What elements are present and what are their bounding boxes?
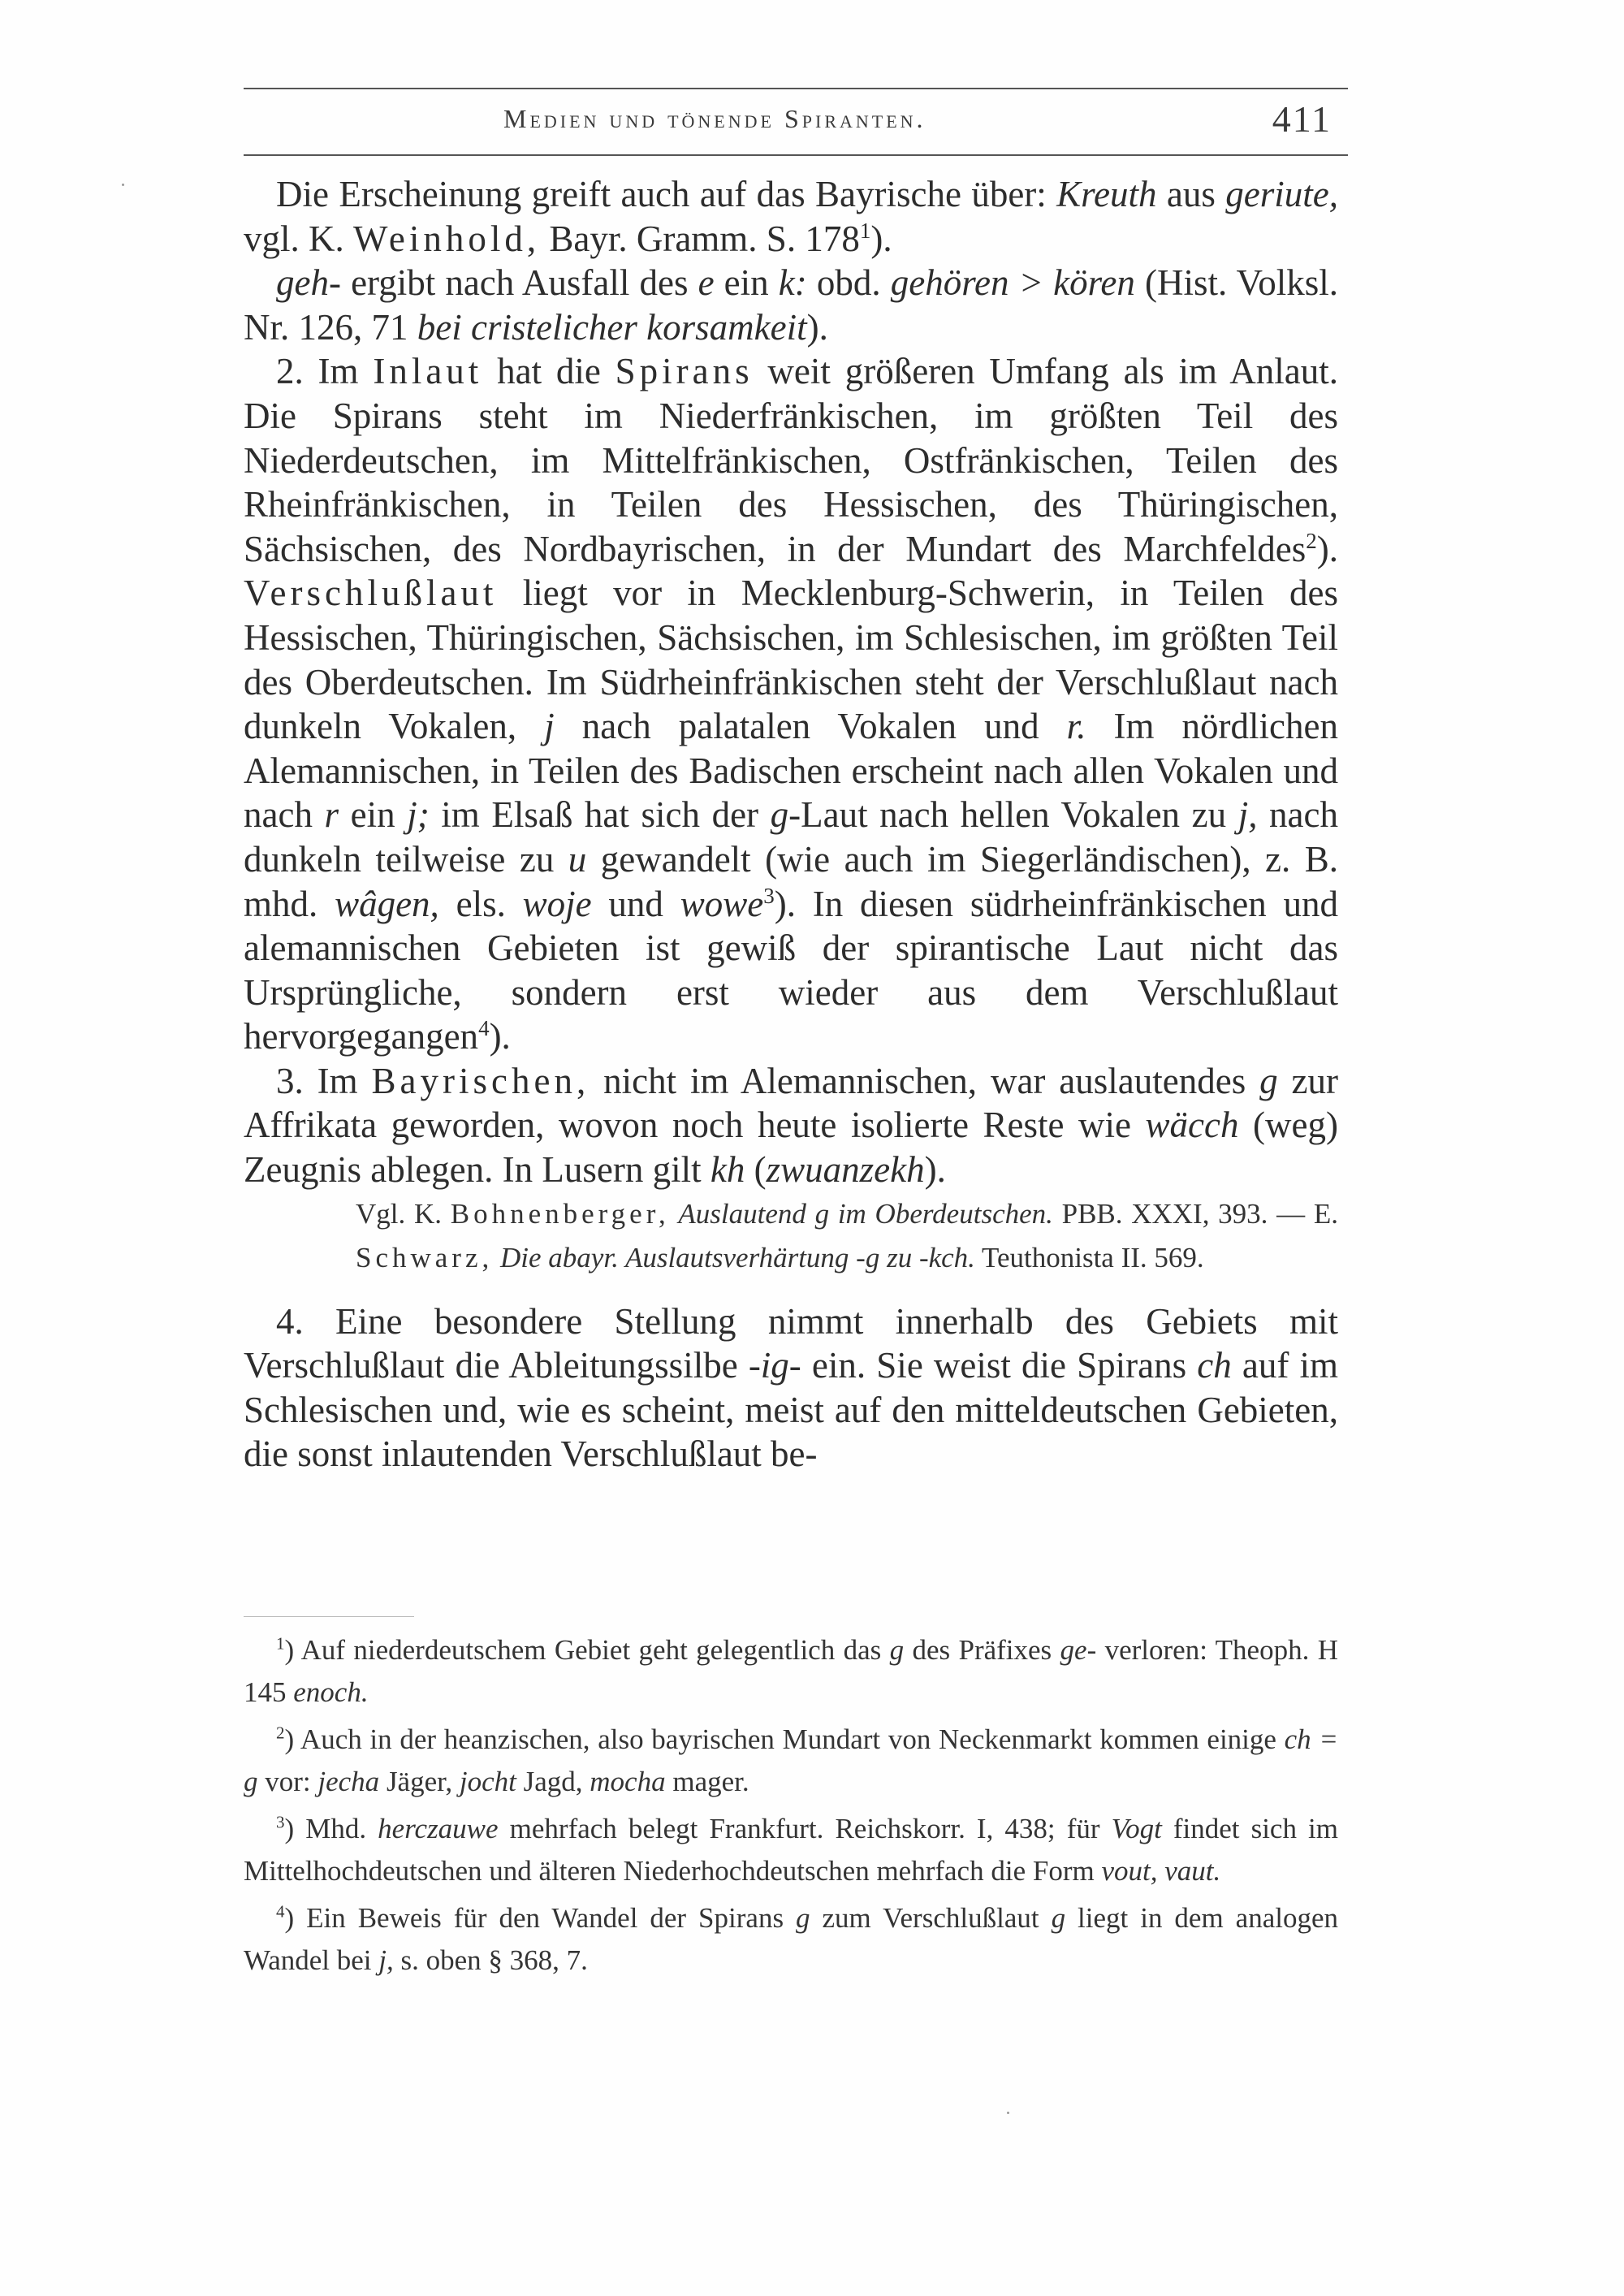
- text-run: enoch.: [293, 1676, 369, 1708]
- literature-note: [244, 1192, 1338, 1280]
- footnote-mark: 4: [276, 1901, 285, 1922]
- footnote-separator: [244, 1616, 414, 1617]
- text-run: bei cristelicher korsamkeit: [417, 306, 807, 348]
- text-run: ). In diesen südrheinfränkischen und alemannischen Gebieten ist gewiß der spirantische Laut nicht das Ursprüngliche, sondern erst wieder aus dem Verschlußlaut hervorgegangen: [244, 883, 1338, 1057]
- text-run: verloren: Theoph. H 145: [244, 1634, 1338, 1708]
- spaced-term: Verschlußlaut: [244, 573, 498, 614]
- text-run: ) Auch in der heanzischen, also bayrischen Mundart von Neckenmarkt kommen einige: [284, 1723, 1285, 1755]
- text-run: zum Verschlußlaut: [810, 1902, 1052, 1934]
- text-run: g: [796, 1902, 810, 1934]
- text-run: (weg) Zeugnis ablegen. In Lusern gilt: [244, 1105, 1338, 1191]
- text-run: els.: [438, 883, 523, 924]
- text-run: [493, 1242, 500, 1273]
- text-run: nach palatalen Vokalen und: [554, 706, 1067, 747]
- text-run: -Laut nach hellen Vokalen zu: [788, 794, 1238, 836]
- text-run: ein: [714, 262, 779, 304]
- text-run: liegt vor in Mecklenburg-Schwerin, in Teilen des Hessischen, Thüringischen, Sächsischen, im Schlesischen, im größten Teil des Oberdeutschen. Im Südrheinfränkischen steht der Verschlußlaut nach dunkeln Vokalen,: [244, 573, 1338, 747]
- text-run: woje: [522, 883, 592, 924]
- text-run: hat die: [482, 351, 615, 392]
- text-run: r: [324, 794, 339, 836]
- text-run: Jagd,: [516, 1766, 590, 1797]
- text-run: wäcch: [1145, 1105, 1239, 1146]
- text-run: PBB. XXXI, 393. — E.: [1052, 1197, 1338, 1230]
- text-run: ).: [806, 306, 828, 348]
- text-run: -ig-: [748, 1345, 801, 1386]
- footnote-ref: 3: [763, 883, 775, 908]
- author-name: Schwarz,: [356, 1241, 494, 1273]
- text-run: ) Ein Beweis für den Wandel der Spirans: [284, 1902, 797, 1934]
- text-run: Teuthonista II. 569.: [974, 1241, 1204, 1273]
- text-run: g: [889, 1634, 905, 1666]
- footnote-1: [244, 1629, 1338, 1714]
- text-run: vout, vaut.: [1101, 1855, 1221, 1887]
- text-run: 4. Eine besondere Stellung nimmt innerhalb des Gebiets mit Verschlußlaut die Ableitungssilbe: [244, 1300, 1338, 1386]
- running-header: [244, 97, 1348, 148]
- footnote-2: [244, 1719, 1338, 1803]
- work-title: Die abayr. Auslautsverhärtung -g zu -kch.: [500, 1241, 975, 1273]
- text-run: g: [1259, 1060, 1278, 1101]
- text-run: jocht: [459, 1766, 516, 1797]
- footnote-ref: 1: [859, 218, 871, 243]
- text-run: im Elsaß hat sich der: [429, 794, 771, 836]
- spaced-term: Spirans: [615, 351, 754, 392]
- text-run: ).: [924, 1149, 946, 1191]
- author-name: Bohnenberger,: [450, 1197, 670, 1230]
- text-run: mocha: [590, 1766, 666, 1797]
- paragraph-geh: [244, 261, 1338, 349]
- text-run: weit größeren Umfang als im Anlaut. Die Spirans steht im Niederfränkischen, im größten Teil des Niederdeutschen, im Mittelfränkischen, Ostfränkischen, Teilen des Rheinfränkischen, in Teilen des Hessischen, des Thüringischen, Sächsischen, des Nordbayrischen, in der Mundart des Marchfeldes: [244, 351, 1338, 569]
- text-run: Vgl. K.: [356, 1197, 451, 1230]
- text-run: Jäger,: [379, 1766, 460, 1797]
- text-run: ) Mhd.: [284, 1813, 378, 1844]
- text-run: obd.: [806, 262, 891, 304]
- text-run: vor:: [257, 1766, 318, 1797]
- footnote-ref: 2: [1306, 528, 1317, 553]
- text-run: ch: [1197, 1345, 1232, 1386]
- main-text: [244, 172, 1338, 1477]
- text-run: g: [1051, 1902, 1066, 1934]
- text-run: und: [591, 883, 680, 924]
- text-run: liegt in dem analogen Wandel bei: [244, 1902, 1338, 1976]
- text-run: auf im Schlesischen und, wie es scheint, meist auf den mitteldeutschen Gebieten, die sonst inlautenden Verschlußlaut be-: [244, 1345, 1338, 1475]
- text-run: mehrfach belegt Frankfurt. Reichskorr. I, 438; für: [498, 1813, 1112, 1844]
- text-run: s. oben § 368, 7.: [393, 1944, 588, 1976]
- header-rule-bottom: [244, 154, 1348, 156]
- text-run: ein. Sie weist die Spirans: [801, 1345, 1198, 1386]
- text-run: geh-: [276, 262, 341, 304]
- text-run: ).: [870, 218, 892, 259]
- text-run: g: [770, 794, 789, 836]
- footnotes: [244, 1629, 1338, 1987]
- footnote-mark: 1: [276, 1633, 285, 1654]
- text-run: 3. Im: [276, 1060, 372, 1101]
- scan-speck: [122, 184, 124, 186]
- text-run: j;: [407, 794, 430, 836]
- work-title: Auslautend g im Oberdeutschen.: [678, 1197, 1053, 1230]
- author-name: Weinhold,: [353, 218, 541, 259]
- text-run: geriute,: [1225, 174, 1338, 214]
- text-run: j,: [1237, 794, 1258, 836]
- text-run: gewandelt (wie auch im Siegerländischen), z. B. mhd.: [244, 838, 1339, 924]
- scan-speck: [1007, 2112, 1009, 2114]
- spacer: [244, 1280, 1338, 1299]
- text-run: j: [544, 706, 555, 747]
- text-run: mager.: [665, 1766, 749, 1797]
- footnote-mark: 3: [276, 1812, 285, 1832]
- text-run: u: [568, 838, 587, 880]
- text-run: Im nördlichen Alemannischen, in Teilen des Badischen erscheint nach allen Vokalen und nach: [244, 706, 1338, 836]
- header-rule-top: [244, 88, 1348, 89]
- text-run: 2. Im: [276, 351, 374, 392]
- text-run: (Hist. Volksl. Nr. 126, 71: [244, 262, 1339, 348]
- paragraph-bayrisch: [244, 172, 1338, 261]
- text-run: ) Auf niederdeutschem Gebiet geht gelegentlich das: [284, 1634, 890, 1666]
- text-run: kh: [710, 1149, 745, 1191]
- text-run: [670, 1198, 679, 1230]
- footnote-4: [244, 1897, 1338, 1982]
- text-run: wowe: [680, 883, 764, 924]
- text-run: des Präfixes: [904, 1634, 1060, 1666]
- text-run: jecha: [317, 1766, 380, 1797]
- text-run: k:: [778, 262, 807, 304]
- text-run: ch = g: [244, 1723, 1338, 1797]
- running-title: Medien und tönende Spiranten.: [503, 104, 926, 133]
- text-run: Vogt: [1111, 1813, 1162, 1844]
- text-run: ).: [1316, 528, 1338, 569]
- text-run: wâgen,: [335, 883, 439, 924]
- page-number: 411: [1272, 98, 1332, 140]
- paragraph-inlaut: [244, 349, 1338, 1059]
- footnote-ref: 4: [478, 1016, 490, 1041]
- text-run: Die Erscheinung greift auch auf das Bayrische über:: [276, 174, 1057, 214]
- text-run: vgl. K.: [244, 218, 353, 259]
- text-run: e: [698, 262, 715, 304]
- text-run: Kreuth: [1056, 174, 1157, 214]
- footnote-3: [244, 1808, 1338, 1892]
- text-run: nicht im Alemannischen, war auslautendes: [590, 1060, 1260, 1101]
- text-run: ergibt nach Ausfall des: [340, 262, 698, 304]
- text-run: zur Affrikata geworden, wovon noch heute isolierte Reste wie: [244, 1060, 1338, 1146]
- text-run: (: [745, 1149, 767, 1191]
- text-run: ).: [489, 1016, 511, 1057]
- text-run: gehören > kören: [890, 262, 1135, 304]
- text-run: ein: [339, 794, 408, 836]
- text-run: r.: [1066, 706, 1086, 747]
- text-run: nach dunkeln teilweise zu: [244, 794, 1338, 880]
- spaced-term: Bayrischen,: [371, 1060, 590, 1101]
- text-run: j,: [378, 1944, 394, 1976]
- spaced-term: Inlaut: [373, 351, 483, 392]
- paragraph-ableitungssilbe: [244, 1299, 1338, 1477]
- text-run: ge-: [1060, 1634, 1097, 1666]
- paragraph-bayrischen: [244, 1059, 1338, 1192]
- footnote-mark: 2: [276, 1723, 285, 1743]
- text-run: aus: [1156, 174, 1226, 214]
- text-run: zwuanzekh: [766, 1149, 925, 1191]
- text-run: findet sich im Mittelhochdeutschen und älteren Niederhochdeutschen mehrfach die Form: [244, 1813, 1338, 1887]
- text-run: Bayr. Gramm. S. 178: [540, 218, 860, 259]
- text-run: herczauwe: [378, 1813, 499, 1844]
